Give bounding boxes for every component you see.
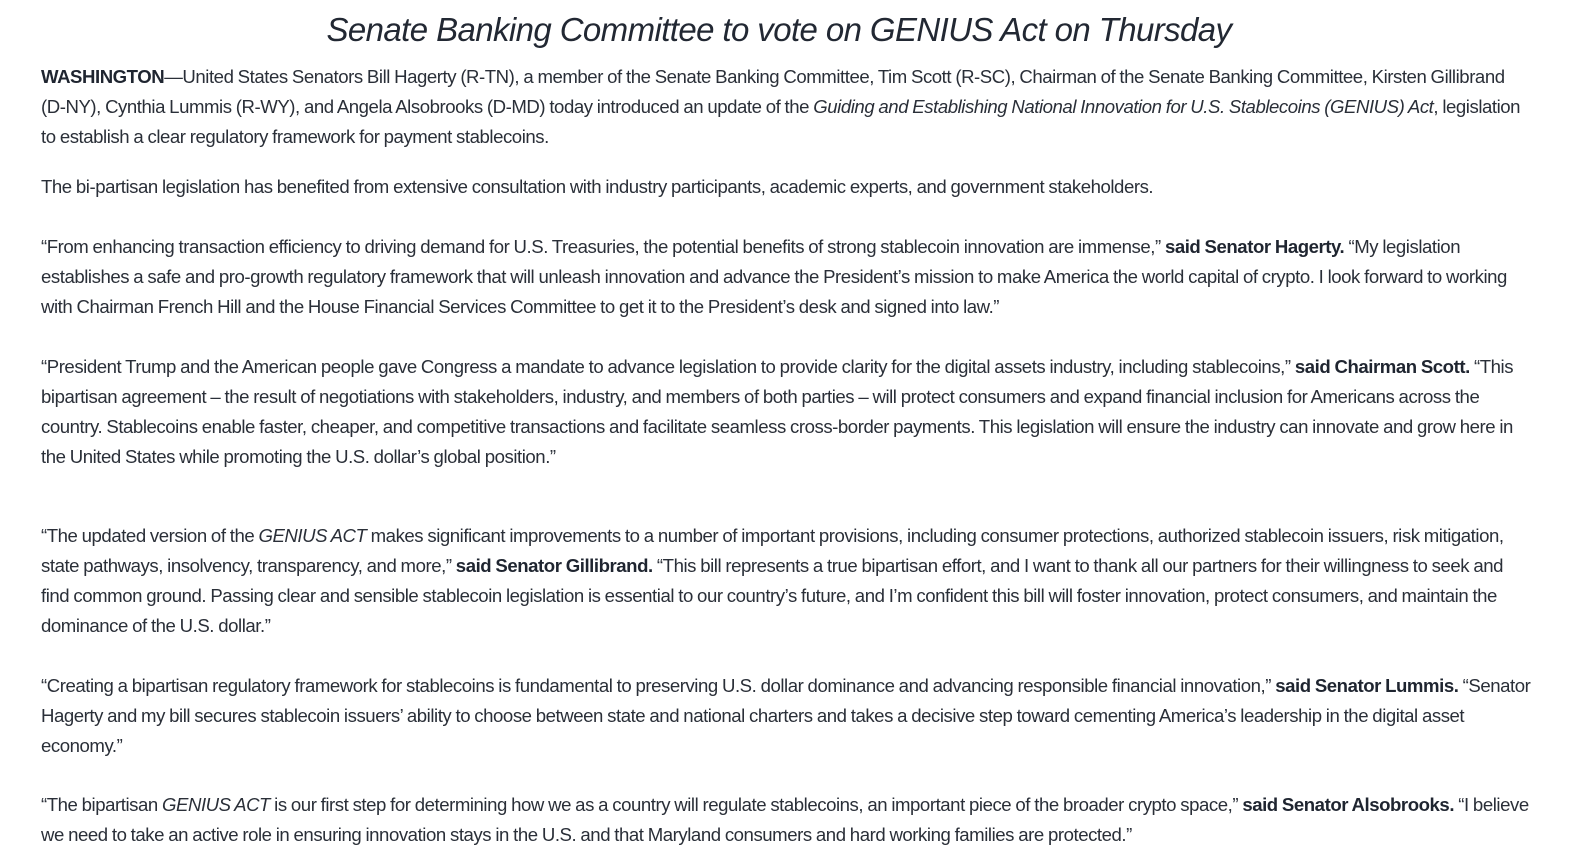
quote-text: “President Trump and the American people gave Congress a mandate to advance legislation to provide clarity for the digital assets industry, including stablecoins,” [41,356,1295,377]
act-name: GENIUS ACT [162,794,270,815]
intro-paragraph [41,62,1531,152]
intro-text: United States Senators Bill Hagerty (R-TN), a member of the Senate Banking Committee, Tim Scott (R-SC), Chairman of the Senate Banking Committee, Kirsten Gillibrand (D-NY), Cynthia Lummis (R-WY), and Angela Alsobrooks (D-MD) today introduced an update of the [41,66,1505,117]
quote-attribution: said Senator Lummis. [1275,675,1459,696]
alsobrooks-quote-paragraph [41,790,1531,850]
bipartisan-text: The bi-partisan legislation has benefited from extensive consultation with industry participants, academic experts, and government stakeholders. [41,176,1154,197]
dateline-dash: — [164,66,183,87]
quote-text: “From enhancing transaction efficiency to driving demand for U.S. Treasuries, the potential benefits of strong stablecoin innovation are immense,” [41,236,1165,257]
bill-title: Guiding and Establishing National Innovation for U.S. Stablecoins (GENIUS) Act [813,96,1434,117]
quote-text: “Senator Hagerty and my bill secures stablecoin issuers’ ability to choose between state and national charters and takes a decisive step toward cementing America’s leadership in the digital asset economy.” [41,675,1531,756]
article-headline: Senate Banking Committee to vote on GENIUS Act on Thursday [326,11,1232,48]
quote-text: “This bill represents a true bipartisan effort, and I want to thank all our partners for their willingness to seek and find common ground. Passing clear and sensible stablecoin legislation is essential to our country’s future, and I’m confident this bill will foster innovation, protect consumers, and maintain the dominance of the U.S. dollar.” [41,555,1503,636]
quote-text: “The bipartisan [41,794,162,815]
quote-text: “My legislation establishes a safe and pro-growth regulatory framework that will unleash innovation and advance the President’s mission to make America the world capital of crypto. I look forward to working with Chairman French Hill and the House Financial Services Committee to get it to the President’s desk and signed into law.” [41,236,1507,317]
quote-text: “I believe we need to take an active role in ensuring innovation stays in the U.S. and that Maryland consumers and hard working families are protected.” [41,794,1529,845]
scott-quote-paragraph [41,352,1531,472]
dateline: WASHINGTON [41,66,165,87]
quote-text: is our first step for determining how we as a country will regulate stablecoins, an important piece of the broader crypto space,” [269,794,1243,815]
hagerty-quote-paragraph [41,232,1531,322]
quote-text: “This bipartisan agreement – the result of negotiations with stakeholders, industry, and members of both parties – will protect consumers and expand financial inclusion for Americans across the country. Stablecoins enable faster, cheaper, and competitive transactions and facilitate seamless cross-border payments. This legislation will ensure the industry can innovate and grow here in the United States while promoting the U.S. dollar’s global position.” [41,356,1514,467]
quote-attribution: said Senator Gillibrand. [455,555,653,576]
quote-text: “Creating a bipartisan regulatory framework for stablecoins is fundamental to preserving U.S. dollar dominance and advancing responsible financial innovation,” [41,675,1276,696]
intro-text-end: , legislation to establish a clear regulatory framework for payment stablecoins. [41,96,1521,147]
bipartisan-paragraph [41,172,1531,202]
quote-attribution: said Senator Hagerty. [1164,236,1345,257]
quote-text: makes significant improvements to a number of important provisions, including consumer protections, authorized stablecoin issuers, risk mitigation, state pathways, insolvency, transparency, and more,” [41,525,1504,576]
act-name: GENIUS ACT [258,525,367,546]
quote-attribution: said Chairman Scott. [1294,356,1470,377]
quote-text: “The updated version of the [41,525,259,546]
lummis-quote-paragraph [41,671,1531,761]
quote-attribution: said Senator Alsobrooks. [1242,794,1455,815]
gillibrand-quote-paragraph [41,521,1531,641]
